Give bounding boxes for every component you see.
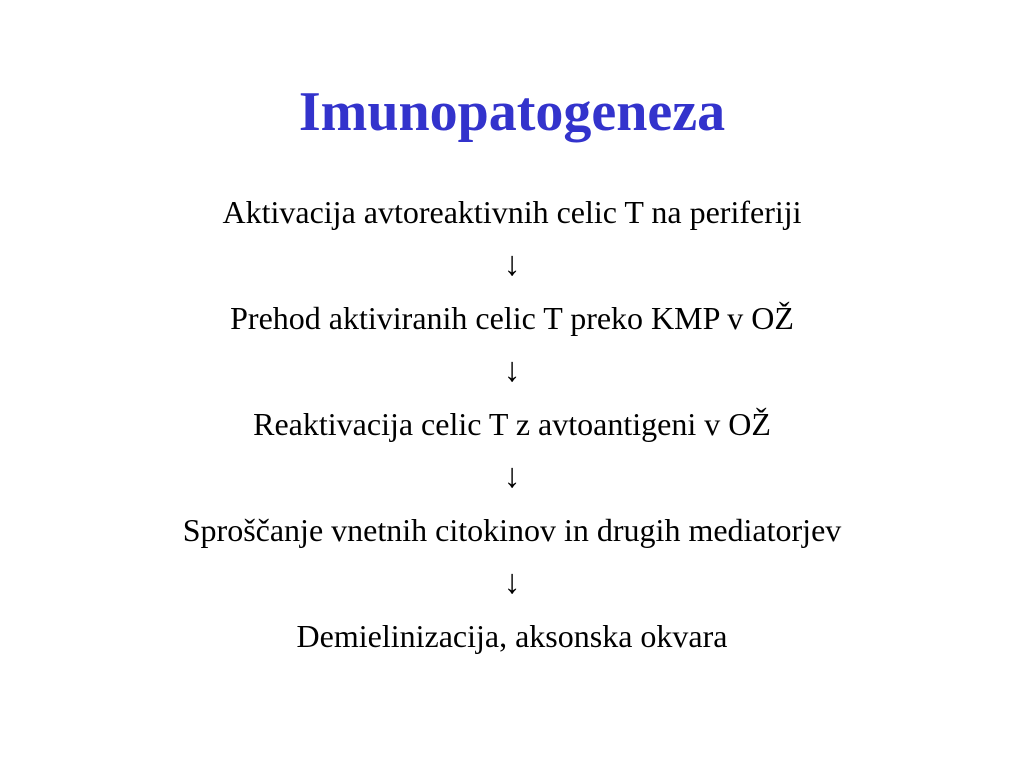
pathogenesis-flow [0, 190, 1024, 667]
step-1-text: Aktivacija avtoreaktivnih celic T na periferiji [222, 194, 802, 230]
slide-title: Imunopatogeneza [298, 81, 726, 143]
step-2-text: Prehod aktiviranih celic T preko KMP v OŽ [230, 300, 794, 336]
down-arrow-icon: ↓ [503, 564, 521, 601]
down-arrow-icon: ↓ [503, 352, 521, 389]
step-4-text: Sproščanje vnetnih citokinov in drugih mediatorjev [182, 512, 842, 548]
down-arrow-icon: ↓ [503, 246, 521, 283]
down-arrow-icon: ↓ [503, 458, 521, 495]
step-5-text: Demielinizacija, aksonska okvara [296, 618, 728, 654]
step-3-text: Reaktivacija celic T z avtoantigeni v OŽ [253, 406, 771, 442]
